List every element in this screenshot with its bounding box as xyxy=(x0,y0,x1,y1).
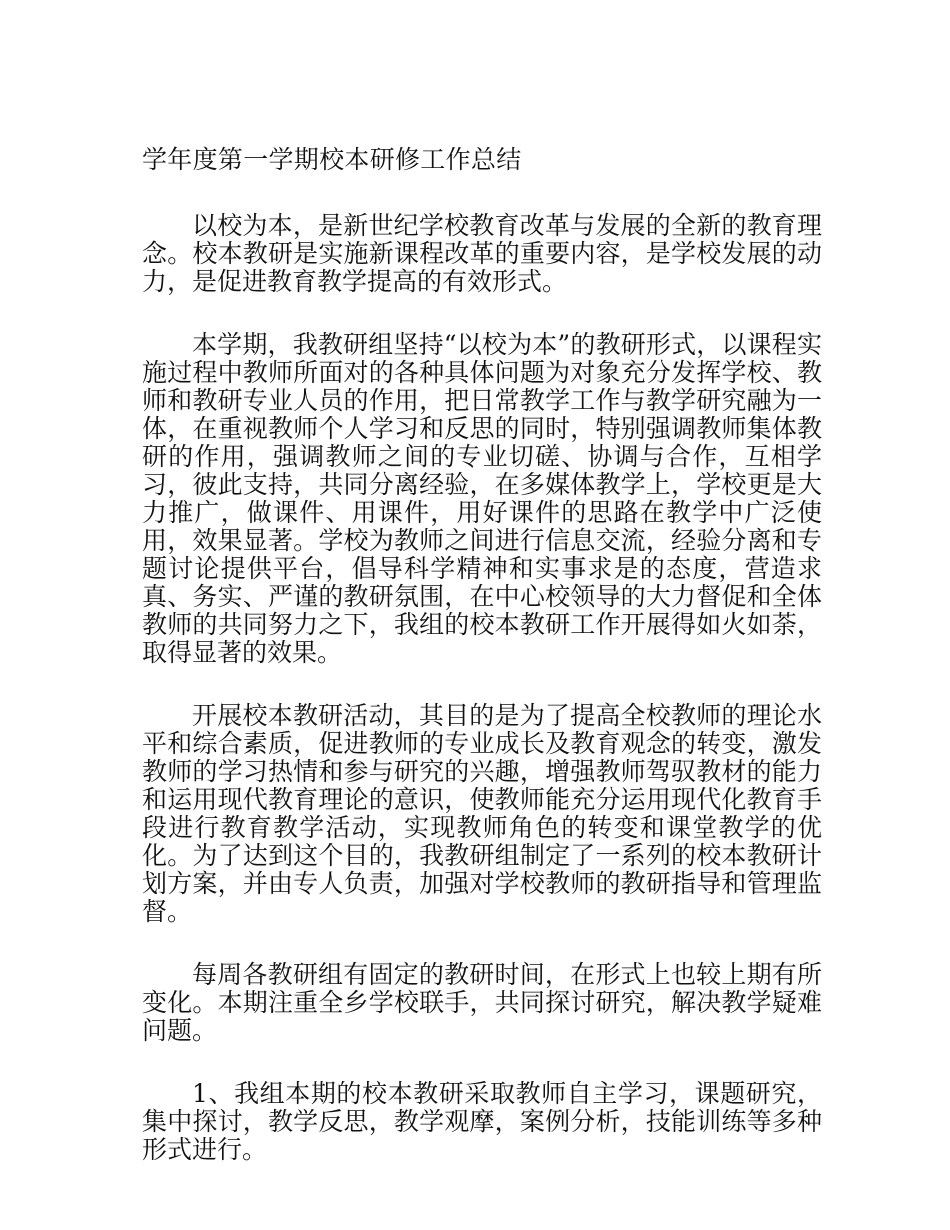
paragraph-weekly-schedule: 每周各教研组有固定的教研时间，在形式上也较上期有所变化。本期注重全乡学校联手，共同探讨研究，解决教学疑难问题。 xyxy=(142,960,822,1045)
paragraph-item-1: 1、我组本期的校本教研采取教师自主学习，课题研究，集中探讨，教学反思，教学观摩，案例分析，技能训练等多种形式进行。 xyxy=(142,1079,822,1164)
paragraph-purpose: 开展校本教研活动，其目的是为了提高全校教师的理论水平和综合素质，促进教师的专业成长及教育观念的转变，激发教师的学习热情和参与研究的兴趣，增强教师驾驭教材的能力和运用现代教育理论的意识，使教师能充分运用现代化教育手段进行教育教学活动，实现教师角色的转变和课堂教学的优化。为了达到这个目的，我教研组制定了一系列的校本教研计划方案，并由专人负责，加强对学校教师的教研指导和管理监督。 xyxy=(142,701,822,926)
paragraph-semester-overview: 本学期，我教研组坚持“以校为本”的教研形式，以课程实施过程中教师所面对的各种具体问题为对象充分发挥学校、教师和教研专业人员的作用，把日常教学工作与教学研究融为一体，在重视教师个人学习和反思的同时，特别强调教师集体教研的作用，强调教师之间的专业切磋、协调与合作，互相学习，彼此支持，共同分离经验，在多媒体教学上，学校更是大力推广，做课件、用课件，用好课件的思路在教学中广泛使用，效果显著。学校为教师之间进行信息交流，经验分离和专题讨论提供平台，倡导科学精神和实事求是的态度，营造求真、务实、严谨的教研氛围，在中心校领导的大力督促和全体教师的共同努力之下，我组的校本教研工作开展得如火如荼，取得显著的效果。 xyxy=(142,330,822,667)
document-page xyxy=(142,146,822,1199)
document-title: 学年度第一学期校本研修工作总结 xyxy=(142,145,522,174)
paragraph-intro: 以校为本，是新世纪学校教育改革与发展的全新的教育理念。校本教研是实施新课程改革的重要内容，是学校发展的动力，是促进教育教学提高的有效形式。 xyxy=(142,211,822,296)
